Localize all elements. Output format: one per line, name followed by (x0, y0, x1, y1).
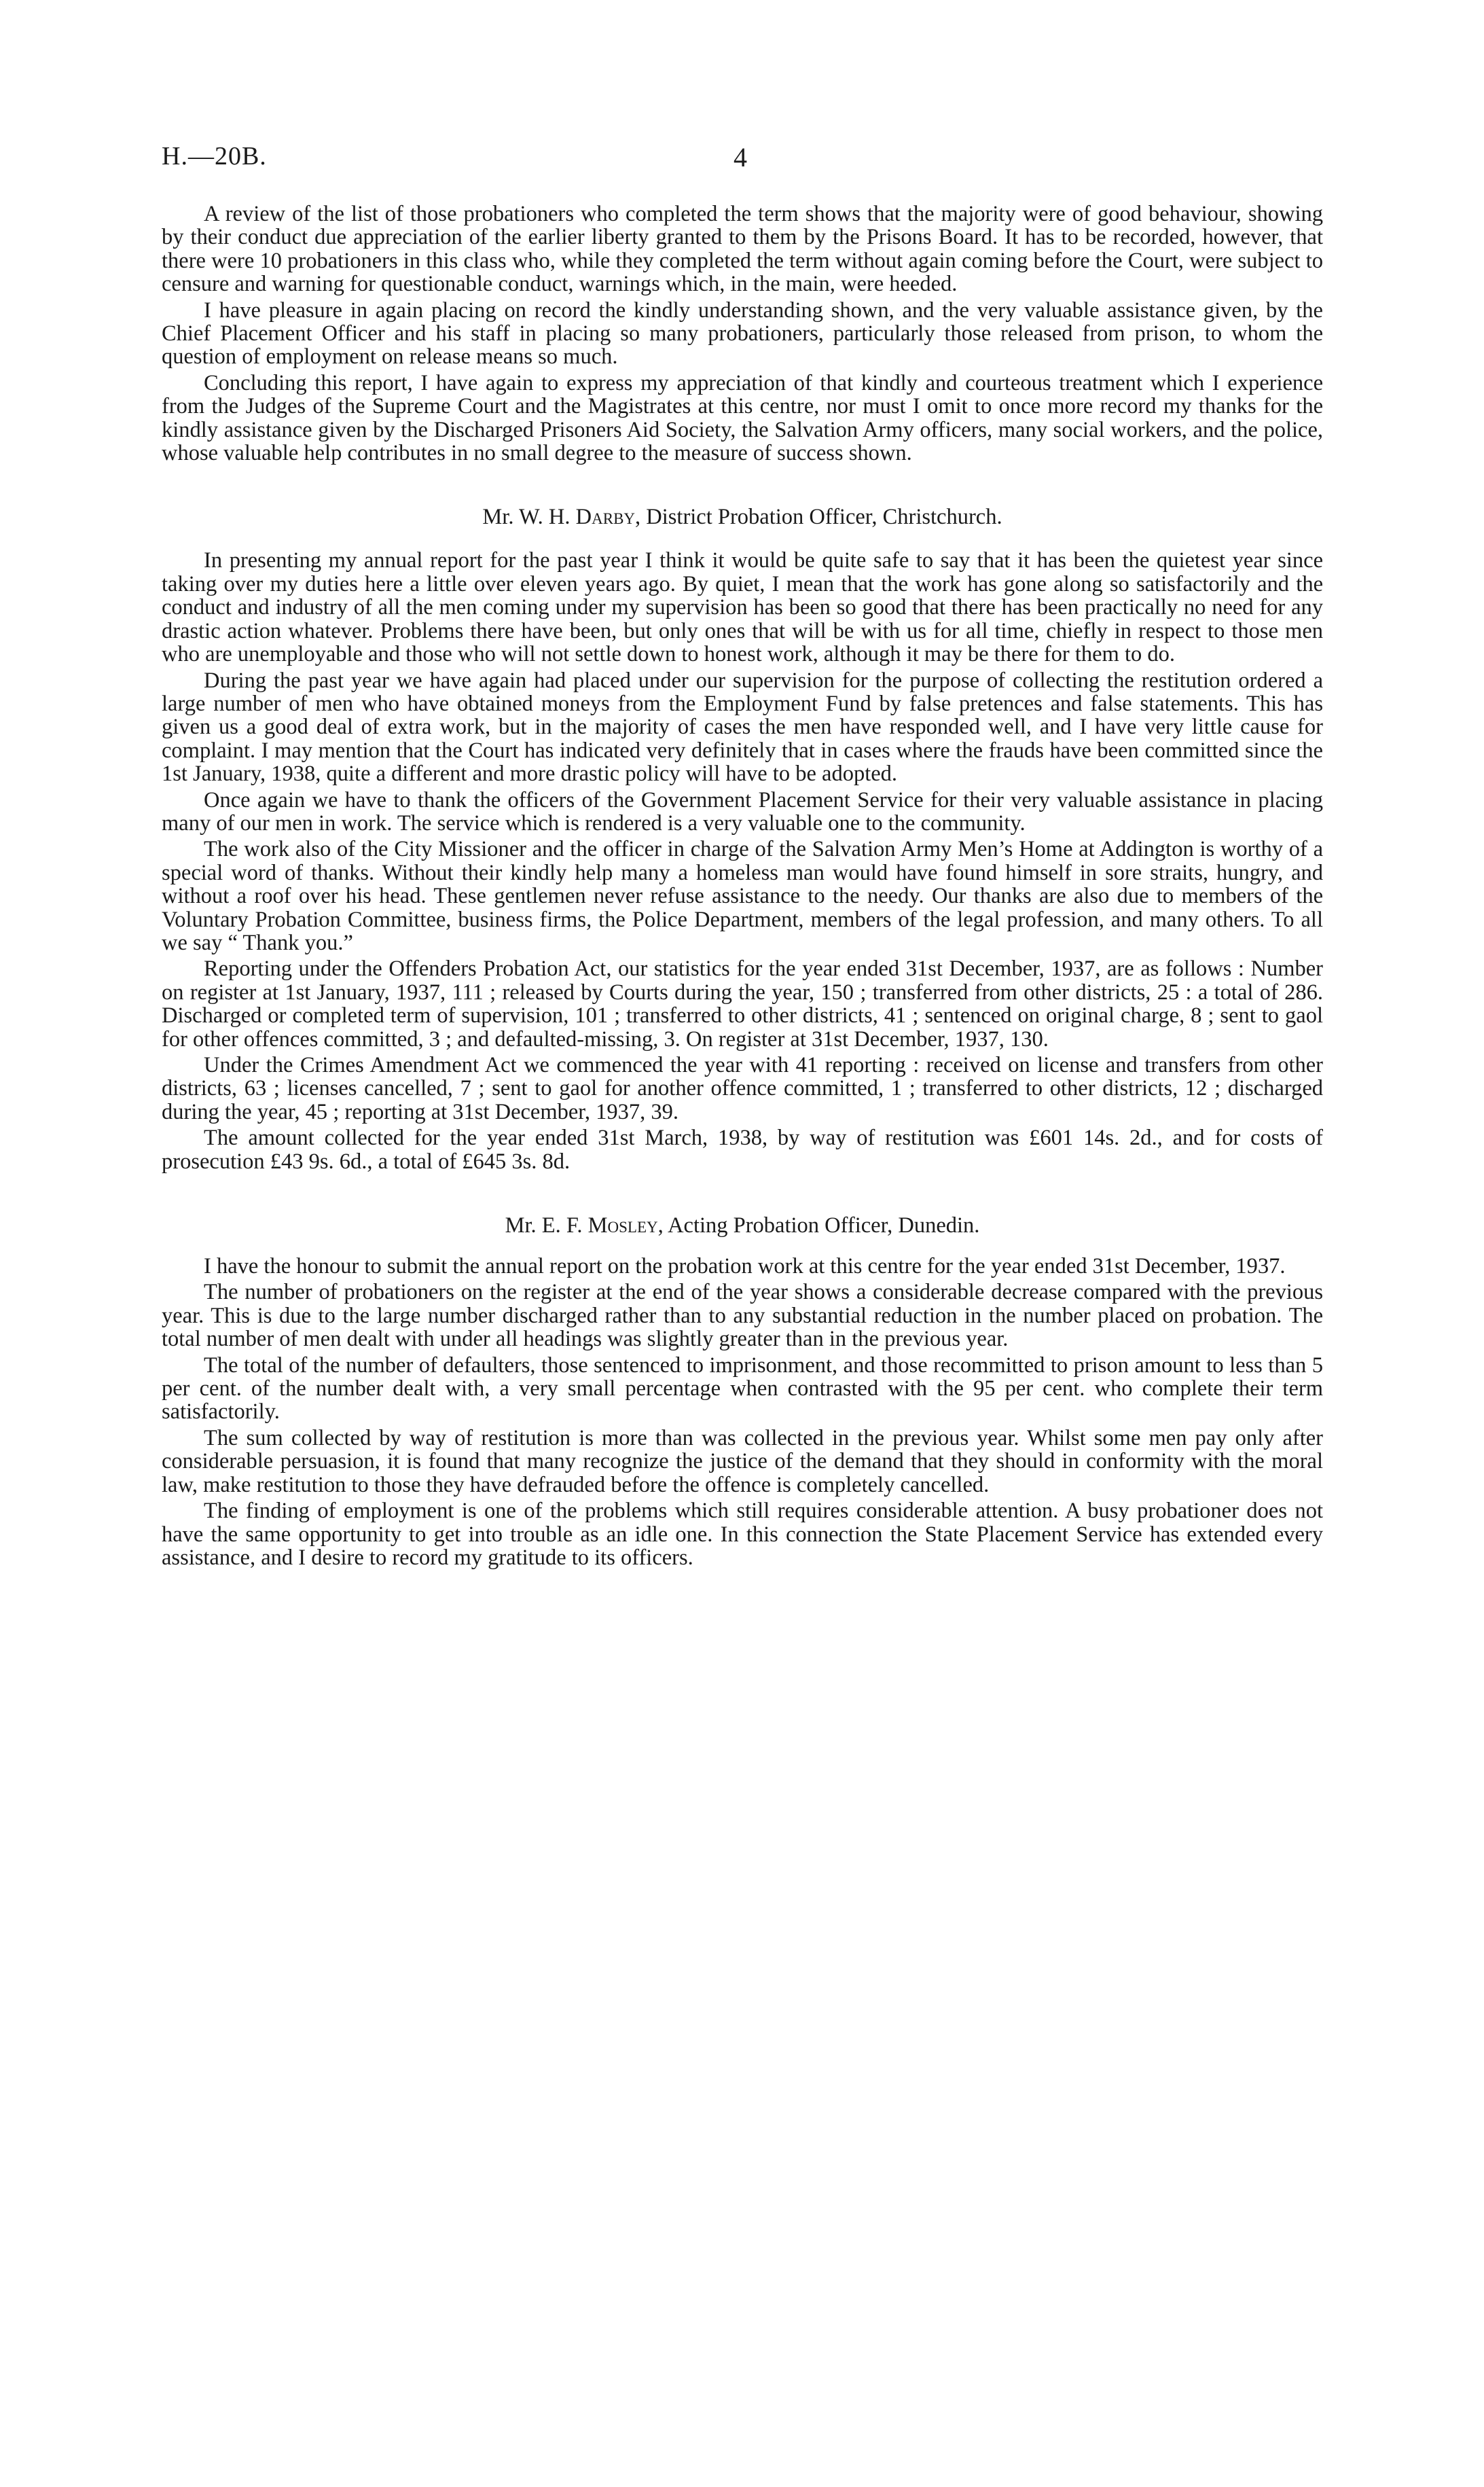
officer-surname: Mosley (587, 1213, 658, 1238)
officer-surname: Darby (575, 505, 636, 530)
section-heading (162, 1214, 1323, 1237)
officer-initials: Mr. W. H. (482, 505, 571, 530)
paragraph: Reporting under the Offenders Probation Act, our statistics for the year ended 31st December, 1937, are as follows : Number on register at 1st January, 1937, 111 ; released by Courts during the year, 150 ; transferred from other districts, 25 : a total of 286. Discharged or completed term of supervision, 101 ; transferred to other districts, 41 ; sentenced on original charge, 8 ; sent to gaol for other offences committed, 3 ; and defaulted-missing, 3. On register at 31st December, 1937, 130. (162, 956, 1323, 1052)
paragraph: Under the Crimes Amendment Act we commenced the year with 41 reporting : received on license and transfers from other districts, 63 ; licenses cancelled, 7 ; sent to gaol for another offence committed, 1 ; transferred to other districts, 12 ; discharged during the year, 45 ; reporting at 31st December, 1937, 39. (162, 1053, 1323, 1124)
document-reference: H.—20B. (162, 142, 267, 171)
dunedin-section (162, 1214, 1323, 1569)
officer-title: , District Probation Officer, Christchurch. (635, 505, 1002, 530)
paragraph: The work also of the City Missioner and the officer in charge of the Salvation Army Men’s Home at Addington is worthy of a special word of thanks. Without their kindly help many a homeless man would have found himself in sore straits, hungry, and without a roof over his head. These gentlemen never refuse assistance to the needy. Our thanks are also due to members of the Voluntary Probation Committee, business firms, the Police Department, members of the legal profession, and many others. To all we say “ Thank you.” (162, 837, 1323, 955)
christchurch-section (162, 505, 1323, 1173)
paragraph: I have the honour to submit the annual report on the probation work at this centre for the year ended 31st December, 1937. (204, 1254, 1286, 1279)
officer-title: , Acting Probation Officer, Dunedin. (657, 1213, 980, 1238)
paragraph: In presenting my annual report for the past year I think it would be quite safe to say that it has been the quietest year since taking over my duties here a little over eleven years ago. By quiet, I mean that the work has gone along so satisfactorily and the conduct and industry of all the men coming under my supervision has been so good that there has been practically no need for any drastic action whatever. Problems there have been, but only ones that will be with us for all time, chiefly in respect to those men who are unemployable and those who will not settle down to honest work, although it may be there for them to do. (162, 548, 1323, 667)
intro-section (162, 202, 1323, 465)
paragraph: The amount collected for the year ended 31st March, 1938, by way of restitution was £601 14s. 2d., and for costs of prosecution £43 9s. 6d., a total of £645 3s. 8d. (162, 1126, 1323, 1174)
page-number: 4 (734, 142, 747, 173)
report-body (162, 202, 1323, 1569)
paragraph: The number of probationers on the register at the end of the year shows a considerable decrease compared with the previous year. This is due to the large number discharged rather than to any substantial reduction in the number placed on probation. The total number of men dealt with under all headings was slightly greater than in the previous year. (162, 1280, 1323, 1352)
paragraph: During the past year we have again had placed under our supervision for the purpose of collecting the restitution ordered a large number of men who have obtained moneys from the Employment Fund by false pretences and false statements. This has given us a good deal of extra work, but in the majority of cases the men have responded well, and I have very little cause for complaint. I may mention that the Court has indicated very definitely that in cases where the frauds have been committed since the 1st January, 1938, quite a different and more drastic policy will have to be adopted. (162, 668, 1323, 787)
section-heading (162, 505, 1323, 529)
officer-initials: Mr. E. F. (505, 1213, 583, 1238)
paragraph: The sum collected by way of restitution is more than was collected in the previous year. Whilst some men pay only after considerable persuasion, it is found that many recognize the justice of the demand that they should in conformity with the moral law, make restitution to those they have defrauded before the offence is completely cancelled. (162, 1425, 1323, 1497)
paragraph: A review of the list of those probationers who completed the term shows that the majority were of good behaviour, showing by their conduct due appreciation of the earlier liberty granted to them by the Prisons Board. It has to be recorded, however, that there were 10 probationers in this class who, while they completed the term without again coming before the Court, were subject to censure and warning for questionable conduct, warnings which, in the main, were heeded. (162, 202, 1323, 297)
paragraph: Concluding this report, I have again to express my appreciation of that kindly and courteous treatment which I experience from the Judges of the Supreme Court and the Magistrates at this centre, nor must I omit to once more record my thanks for the kindly assistance given by the Discharged Prisoners Aid Society, the Salvation Army officers, many social workers, and the police, whose valuable help contributes in no small degree to the measure of success shown. (162, 370, 1323, 466)
page-header (162, 141, 1323, 182)
paragraph: The total of the number of defaulters, those sentenced to imprisonment, and those recommitted to prison amount to less than 5 per cent. of the number dealt with, a very small percentage when contrasted with the 95 per cent. who complete their term satisfactorily. (162, 1353, 1323, 1425)
paragraph: The finding of employment is one of the problems which still requires considerable attention. A busy probationer does not have the same opportunity to get into trouble as an idle one. In this connection the State Placement Service has extended every assistance, and I desire to record my gratitude to its officers. (162, 1499, 1323, 1570)
paragraph: I have pleasure in again placing on record the kindly understanding shown, and the very valuable assistance given, by the Chief Placement Officer and his staff in placing so many probationers, particularly those released from prison, to whom the question of employment on release means so much. (162, 298, 1323, 370)
paragraph: Once again we have to thank the officers of the Government Placement Service for their very valuable assistance in placing many of our men in work. The service which is rendered is a very valuable one to the community. (162, 787, 1323, 836)
